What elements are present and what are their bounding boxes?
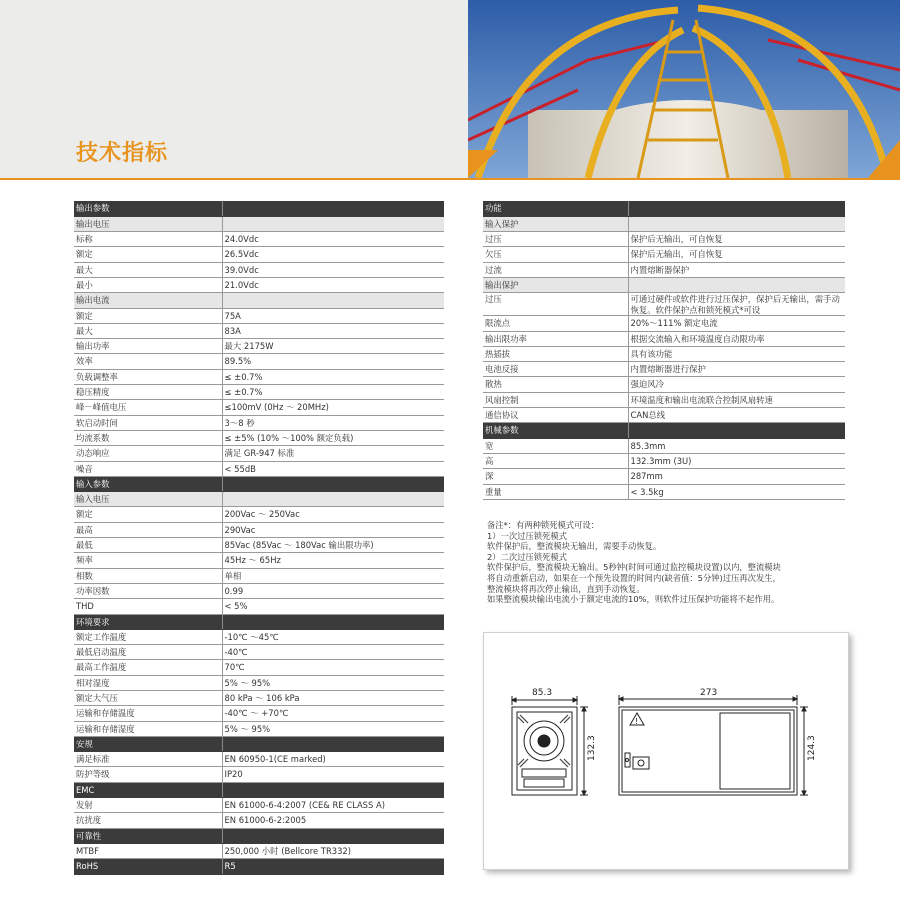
spec-label: 额定工作温度 — [74, 629, 222, 644]
spec-value: 26.5Vdc — [222, 247, 444, 262]
spec-row — [74, 400, 444, 415]
spec-label: 防护等级 — [74, 767, 222, 782]
spec-label: 最低 — [74, 538, 222, 553]
spec-row — [74, 691, 444, 706]
spec-row — [483, 293, 845, 316]
right-spec-table — [483, 201, 845, 500]
spec-label: 机械参数 — [483, 423, 628, 438]
spec-label: 输出参数 — [74, 201, 222, 216]
note-line: 软件保护后，整流模块无输出。5秒钟(时间可通过监控模块设置)以内，整流模块 — [487, 562, 781, 573]
spec-value: 75A — [222, 308, 444, 323]
side-height-label: 124.3 — [807, 735, 817, 761]
spec-label: 输入参数 — [74, 476, 222, 491]
spec-value: 290Vac — [222, 522, 444, 537]
spec-value: -10℃ ～45℃ — [222, 629, 444, 644]
spec-label: 输入电压 — [74, 492, 222, 507]
spec-value: < 55dB — [222, 461, 444, 476]
spec-row — [74, 369, 444, 384]
spec-row — [74, 798, 444, 813]
spec-value: ≤ ±0.7% — [222, 385, 444, 400]
svg-text:!: ! — [635, 717, 639, 726]
spec-label: 输入保护 — [483, 216, 628, 231]
spec-label: 功率因数 — [74, 583, 222, 598]
note-line: 将自动重新启动，如果在一个预先设置的时间内(缺省值：5分钟)过压再次发生， — [487, 572, 781, 583]
spec-row — [74, 354, 444, 369]
spec-value: 45Hz ～ 65Hz — [222, 553, 444, 568]
front-width-label: 85.3 — [532, 688, 553, 698]
spec-value: 0.99 — [222, 583, 444, 598]
spec-row — [483, 262, 845, 277]
spec-value: ≤ ±5% (10% ～100% 额定负载) — [222, 430, 444, 445]
spec-value: 70℃ — [222, 660, 444, 675]
spec-row — [74, 583, 444, 598]
spec-label: 满足标准 — [74, 752, 222, 767]
section-header-row — [74, 476, 444, 491]
spec-label: 输出限功率 — [483, 331, 628, 346]
section-header-row — [74, 859, 444, 874]
spec-row — [483, 316, 845, 331]
spec-value: < 3.5kg — [628, 484, 845, 499]
spec-value: IP20 — [222, 767, 444, 782]
spec-row — [74, 247, 444, 262]
spec-label: 输出电压 — [74, 216, 222, 231]
spec-label: 深 — [483, 469, 628, 484]
spec-value: EN 60950-1(CE marked) — [222, 752, 444, 767]
front-view — [512, 696, 588, 795]
spec-value: 5% ～ 95% — [222, 721, 444, 736]
section-header-row — [483, 201, 845, 216]
note-line: 1）一次过压锁死模式 — [487, 530, 567, 541]
spec-label: 高 — [483, 453, 628, 468]
spec-value: 保护后无输出，可自恢复 — [628, 247, 845, 262]
side-view — [619, 695, 808, 795]
spec-label: 最小 — [74, 277, 222, 292]
spec-label: 最高工作温度 — [74, 660, 222, 675]
spec-value: EN 61000-6-2:2005 — [222, 813, 444, 828]
spec-row — [74, 308, 444, 323]
spec-value: EN 61000-6-4:2007 (CE& RE CLASS A) — [222, 798, 444, 813]
spec-label: EMC — [74, 782, 222, 797]
spec-value: ≤ ±0.7% — [222, 369, 444, 384]
spec-value: 3～8 秒 — [222, 415, 444, 430]
spec-label: 过压 — [483, 293, 628, 316]
spec-row — [74, 339, 444, 354]
spec-row — [74, 629, 444, 644]
left-spec-table — [74, 201, 444, 875]
spec-label: 额定 — [74, 308, 222, 323]
spec-label: 额定 — [74, 507, 222, 522]
spec-label: 过压 — [483, 232, 628, 247]
spec-label: 输出电流 — [74, 293, 222, 308]
spec-label: 均流系数 — [74, 430, 222, 445]
spec-row — [483, 392, 845, 407]
spec-label: 运输和存储温度 — [74, 706, 222, 721]
spec-value — [222, 293, 444, 308]
spec-value: < 5% — [222, 599, 444, 614]
spec-row — [74, 385, 444, 400]
section-header-row — [74, 828, 444, 843]
note-line: 备注*：有两种锁死模式可设： — [487, 520, 600, 530]
spec-label: 过流 — [483, 262, 628, 277]
spec-value — [628, 201, 845, 216]
spec-value: 85.3mm — [628, 438, 845, 453]
spec-row — [74, 446, 444, 461]
spec-row — [483, 331, 845, 346]
spec-value: 保护后无输出，可自恢复 — [628, 232, 845, 247]
subsection-row — [483, 277, 845, 292]
spec-label: 运输和存储湿度 — [74, 721, 222, 736]
spec-value — [222, 782, 444, 797]
spec-value: 200Vac ～ 250Vac — [222, 507, 444, 522]
front-height-label: 132.3 — [587, 735, 597, 761]
spec-row — [74, 843, 444, 858]
spec-label: 热插拔 — [483, 346, 628, 361]
spec-label: 输出保护 — [483, 277, 628, 292]
spec-row — [74, 752, 444, 767]
spec-row — [74, 660, 444, 675]
section-header-row — [483, 423, 845, 438]
spec-label: 频率 — [74, 553, 222, 568]
page-title: 技术指标 — [76, 141, 169, 166]
spec-row — [74, 262, 444, 277]
section-header-row — [74, 782, 444, 797]
spec-value: 具有该功能 — [628, 346, 845, 361]
spec-value: 24.0Vdc — [222, 232, 444, 247]
spec-value: 80 kPa ～ 106 kPa — [222, 691, 444, 706]
spec-value: 39.0Vdc — [222, 262, 444, 277]
note-line: 整流模块将再次停止输出，直到手动恢复。 — [487, 583, 645, 594]
spec-value: 根据交流输入和环境温度自动限功率 — [628, 331, 845, 346]
spec-value: ≤100mV (0Hz ～ 20MHz) — [222, 400, 444, 415]
header-divider — [0, 178, 900, 180]
spec-label: 负载调整率 — [74, 369, 222, 384]
spec-label: 散热 — [483, 377, 628, 392]
spec-label: 动态响应 — [74, 446, 222, 461]
spec-label: 最大 — [74, 323, 222, 338]
spec-label: 输出功率 — [74, 339, 222, 354]
spec-label: 相对湿度 — [74, 675, 222, 690]
spec-row — [74, 767, 444, 782]
spec-row — [483, 247, 845, 262]
spec-value — [222, 492, 444, 507]
spec-value: -40℃ ～ +70℃ — [222, 706, 444, 721]
spec-value: 20%～111% 额定电流 — [628, 316, 845, 331]
spec-value: 21.0Vdc — [222, 277, 444, 292]
spec-label: 可靠性 — [74, 828, 222, 843]
spec-value: 单相 — [222, 568, 444, 583]
spec-value — [628, 277, 845, 292]
section-header-row — [74, 736, 444, 751]
spec-label: 稳压精度 — [74, 385, 222, 400]
spec-value: -40℃ — [222, 645, 444, 660]
spec-value: 132.3mm (3U) — [628, 453, 845, 468]
spec-value: 250,000 小时 (Bellcore TR332) — [222, 843, 444, 858]
spec-label: 最大 — [74, 262, 222, 277]
spec-row — [483, 453, 845, 468]
side-depth-label: 273 — [700, 688, 718, 698]
spec-row — [74, 599, 444, 614]
note-line: 如果整流模块输出电流小于额定电流的10%，则软件过压保护功能将不起作用。 — [487, 594, 780, 605]
spec-value: CAN总线 — [628, 408, 845, 423]
spec-label: 通信协议 — [483, 408, 628, 423]
spec-row — [74, 568, 444, 583]
spec-row — [483, 408, 845, 423]
spec-row — [74, 277, 444, 292]
spec-label: RoHS — [74, 859, 222, 874]
dimension-drawing — [483, 632, 849, 870]
subsection-row — [483, 216, 845, 231]
spec-row — [483, 438, 845, 453]
subsection-row — [74, 216, 444, 231]
spec-row — [483, 377, 845, 392]
spec-row — [74, 538, 444, 553]
spec-label: 电池反接 — [483, 362, 628, 377]
spec-value: 85Vac (85Vac ～ 180Vac 输出限功率) — [222, 538, 444, 553]
spec-value: 287mm — [628, 469, 845, 484]
spec-label: 环境要求 — [74, 614, 222, 629]
spec-row — [483, 484, 845, 499]
spec-value: 内置熔断器保护 — [628, 262, 845, 277]
spec-row — [74, 232, 444, 247]
spec-label: 发射 — [74, 798, 222, 813]
spec-label: 安规 — [74, 736, 222, 751]
subsection-row — [74, 293, 444, 308]
spec-value — [222, 216, 444, 231]
spec-value — [222, 828, 444, 843]
section-header-row — [74, 201, 444, 216]
spec-value — [628, 216, 845, 231]
spec-row — [74, 415, 444, 430]
spec-value — [222, 736, 444, 751]
spec-value: 满足 GR-947 标准 — [222, 446, 444, 461]
spec-label: 宽 — [483, 438, 628, 453]
spec-label: 软启动时间 — [74, 415, 222, 430]
spec-row — [483, 232, 845, 247]
spec-row — [74, 507, 444, 522]
subsection-row — [74, 492, 444, 507]
spec-row — [483, 469, 845, 484]
spec-label: 限流点 — [483, 316, 628, 331]
spec-label: 重量 — [483, 484, 628, 499]
spec-row — [74, 675, 444, 690]
spec-row — [74, 461, 444, 476]
spec-value: 最大 2175W — [222, 339, 444, 354]
spec-row — [74, 553, 444, 568]
header-photo — [468, 0, 900, 178]
spec-label: 峰－峰值电压 — [74, 400, 222, 415]
spec-value: 可通过硬件或软件进行过压保护，保护后无输出，需手动恢复。软件保护点和锁死模式*可设 — [628, 293, 845, 316]
spec-label: MTBF — [74, 843, 222, 858]
spec-row — [74, 645, 444, 660]
spec-label: 额定 — [74, 247, 222, 262]
spec-value: 89.5% — [222, 354, 444, 369]
spec-label: THD — [74, 599, 222, 614]
spec-label: 效率 — [74, 354, 222, 369]
spec-row — [74, 706, 444, 721]
spec-value — [628, 423, 845, 438]
spec-row — [74, 522, 444, 537]
spec-value: R5 — [222, 859, 444, 874]
note-line: 2）二次过压锁死模式 — [487, 551, 567, 562]
spec-label: 功能 — [483, 201, 628, 216]
spec-row — [74, 323, 444, 338]
section-header-row — [74, 614, 444, 629]
spec-value: 83A — [222, 323, 444, 338]
spec-value — [222, 614, 444, 629]
spec-label: 风扇控制 — [483, 392, 628, 407]
spec-row — [74, 721, 444, 736]
spec-label: 相数 — [74, 568, 222, 583]
spec-row — [74, 430, 444, 445]
spec-value: 强迫风冷 — [628, 377, 845, 392]
spec-row — [483, 362, 845, 377]
spec-row — [74, 813, 444, 828]
spec-row — [483, 346, 845, 361]
spec-value: 环境温度和输出电流联合控制风扇转速 — [628, 392, 845, 407]
footnotes — [487, 520, 857, 605]
spec-value: 内置熔断器进行保护 — [628, 362, 845, 377]
spec-label: 欠压 — [483, 247, 628, 262]
note-line: 软件保护后，整流模块无输出，需要手动恢复。 — [487, 541, 662, 552]
spec-value: 5% ～ 95% — [222, 675, 444, 690]
spec-label: 最低启动温度 — [74, 645, 222, 660]
spec-label: 额定大气压 — [74, 691, 222, 706]
spec-label: 噪音 — [74, 461, 222, 476]
spec-label: 最高 — [74, 522, 222, 537]
spec-label: 抗扰度 — [74, 813, 222, 828]
spec-value — [222, 201, 444, 216]
spec-value — [222, 476, 444, 491]
spec-label: 标称 — [74, 232, 222, 247]
